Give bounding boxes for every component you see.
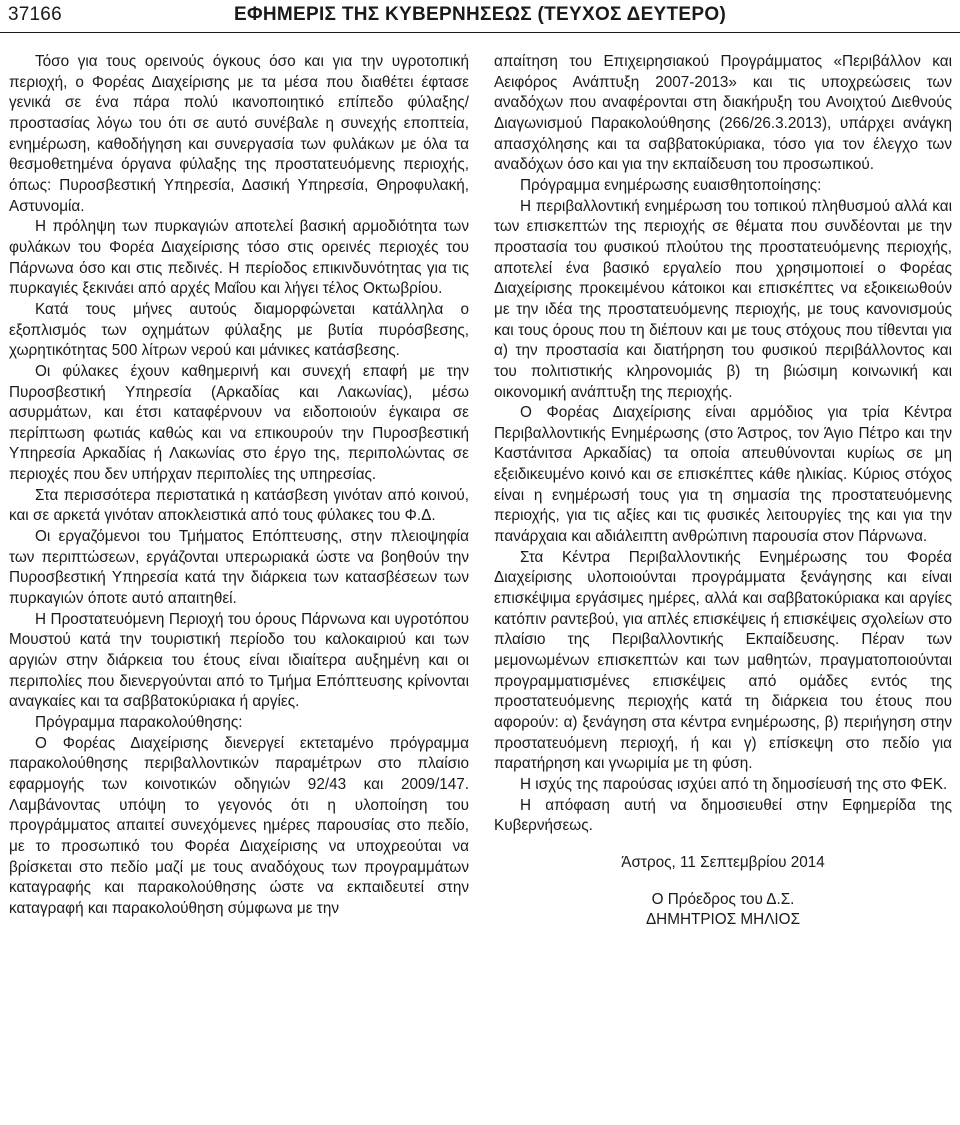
paragraph: Ο Φορέας Διαχείρισης είναι αρμόδιος για τρία Κέντρα Περιβαλλοντικής Ενημέρωσης (στο Άστρος, τον Άγιο Πέτρο και την Καστάνιτσα Αρκαδίας) τα οποία απευθύνονται κυρίως σε μη εξειδικευμένο κοινό και σε επισκέπτες κάθε ηλικίας. Κύριος στόχος είναι η ενημέρωσή τους για τη σημασία της προστατευόμενης περιοχής, για τις αξίες και τις φυσικές λειτουργίες της και για την πανάρχαια και αδιάλειπτη ανθρώπινη παρουσία στον Πάρνωνα. xyxy=(494,404,952,546)
paragraph: Ο Φορέας Διαχείρισης διενεργεί εκτεταμένο πρόγραμμα παρακολούθησης περιβαλλοντικών παραμέτρων στο πλαίσιο εφαρμογής των κοινοτικών οδηγιών 92/43 και 2009/147. Λαμβάνοντας υπόψη το γεγονός ότι η υλοποίηση του προγράμματος απαιτεί συνεχόμενες ημέρες παρουσίας στο πεδίο, με το προσωπικό του Φορέα Διαχείρισης να υποχρεούται να βρίσκεται στο πεδίο μαζί με τους αναδόχους των προγραμμάτων καταγραφής και παρακολούθησης ώστε να εκπαιδευτεί στην καταγραφή και παρακολούθηση σύμφωνα με την xyxy=(9,734,469,917)
signature-title: Ο Πρόεδρος του Δ.Σ. xyxy=(651,890,795,908)
page-header xyxy=(0,0,960,38)
paragraph: Η πρόληψη των πυρκαγιών αποτελεί βασική αρμοδιότητα των φυλάκων του Φορέα Διαχείρισης τόσο στις ορεινές περιοχές του Πάρνωνα όσο και στις πεδινές. Η περίοδος επικινδυνότητας για τις πυρκαγιές ξεκινάει από αρχές Μαΐου και λήγει τέλος Οκτωβρίου. xyxy=(9,218,469,298)
paragraph: Στα περισσότερα περιστατικά η κατάσβεση γινόταν από κοινού, και σε αρκετά γινόταν αποκλειστικά από τους φύλακες του Φ.Δ. xyxy=(9,486,469,525)
paragraph: Οι εργαζόμενοι του Τμήματος Επόπτευσης, στην πλειοψηφία των περιπτώσεων, εργάζονται υπερωριακά ώστε να βοηθούν την Πυροσβεστική Υπηρεσία κατά την διάρκεια των κατασβέσεων των πυρκαγιών όποτε αυτό απαιτηθεί. xyxy=(9,528,469,608)
paragraph: Η περιβαλλοντική ενημέρωση του τοπικού πληθυσμού αλλά και των επισκεπτών της περιοχής σε θέματα που συνδέονται με την προστασία του φυσικού πλούτου της προστατευόμενης περιοχής, αποτελεί ένα βασικό εργαλείο που χρησιμοποιεί ο Φορέας Διαχείρισης προκειμένου κάτοικοι και επισκέπτες να εξοικειωθούν με την ιδέα της προστατευόμενης περιοχής, με τους κανονισμούς και τους όρους που τη διέπουν και με τους στόχους που τίθενται για α) την προστασία και διατήρηση του φυσικού περιβάλλοντος και του πολιτιστικής κληρονομιάς β) τη βιώσιμη κοινωνική και οικονομική ανάπτυξη της περιοχής. xyxy=(494,197,952,401)
signature-name: ΔΗΜΗΤΡΙΟΣ ΜΗΛΙΟΣ xyxy=(645,911,801,929)
page-number: 37166 xyxy=(8,4,62,25)
section-heading: Πρόγραμμα παρακολούθησης: xyxy=(35,714,243,731)
paragraph: Κατά τους μήνες αυτούς διαμορφώνεται κατάλληλα ο εξοπλισμός των οχημάτων φύλαξης με βυτία πυρόσβεσης, χωρητικότητας 500 λίτρων νερού και μάνικες κατάσβεσης. xyxy=(9,300,469,360)
left-column xyxy=(9,52,469,920)
paragraph-continued: απαίτηση του Επιχειρησιακού Προγράμματος «Περιβάλλον και Αειφόρος Ανάπτυξη 2007-2013» και τις υποχρεώσεις των αναδόχων που αναφέρονται στη διακήρυξη του Ανοιχτού Διεθνούς Διαγωνισμού Παρακολούθησης (266/26.3.2013), υπάρχει ανάγκη απασχόλησης και τα σαββατοκύριακα, τόσο για τον έλεγχο των αναδόχων όσο και για την εκπαίδευση του προσωπικού. xyxy=(494,53,952,174)
paragraph: Η απόφαση αυτή να δημοσιευθεί στην Εφημερίδα της Κυβερνήσεως. xyxy=(494,796,952,835)
header-rule xyxy=(0,32,960,33)
paragraph: Οι φύλακες έχουν καθημερινή και συνεχή επαφή με την Πυροσβεστική Υπηρεσία (Αρκαδίας και Λακωνίας), μέσω ασυρμάτων, και έτσι καταφέρνουν να ειδοποιούν έγκαιρα σε περίπτωση φωτιάς καθώς και να επικουρούν την Πυροσβεστική Υπηρεσία Αρκαδίας ή Λακωνίας στο έργο της, περιπολώντας σε περιοχές που δεν υπήρχαν περιπολίες της υπηρεσίας. xyxy=(9,362,469,484)
paragraph: Η Προστατευόμενη Περιοχή του όρους Πάρνωνα και υγροτόπου Μουστού κατά την τουριστική περίοδο του καλοκαιριού και των αργιών στην διάρκεια του έτους είναι ιδιαίτερα αυξημένη και οι περιπολίες που διενεργούνται από το Τμήμα Επόπτευσης κρίνονται αναγκαίες και τα σαββατοκύριακα ή αργίες. xyxy=(9,610,469,711)
section-heading: Πρόγραμμα ενημέρωσης ευαισθητοποίησης: xyxy=(520,176,822,194)
paragraph: Στα Κέντρα Περιβαλλοντικής Ενημέρωσης του Φορέα Διαχείρισης υλοποιούνται προγράμματα ξενάγησης και είναι επισκέψιμα εργάσιμες ημέρες, αλλά και σαββατοκύριακα και αργίες κατόπιν ραντεβού, για απλές επισκέψεις ή επισκέψεις σχολείων στο πλαίσιο της Περιβαλλοντικής Εκπαίδευσης. Πέραν των μεμονωμένων επισκεπτών και των μαθητών, πραγματοποιούνται προγραμματισμένες επισκέψεις από ομάδες εντός της προστατευόμενης περιοχής κατά τη διάρκεια του έτους που αφορούν: α) ξενάγηση στα κέντρα ενημέρωσης, β) περιήγηση στην προστατευόμενη περιοχή, ή και γ) επίσκεψη στο πεδίο για παρατήρηση και γνωριμία με τη φύση. xyxy=(494,548,952,773)
right-column xyxy=(494,52,952,931)
gazette-title: ΕΦΗΜΕΡΙΣ ΤΗΣ ΚΥΒΕΡΝΗΣΕΩΣ (ΤΕΥΧΟΣ ΔΕΥΤΕΡΟ) xyxy=(234,4,727,25)
signature-place-date: Άστρος, 11 Σεπτεμβρίου 2014 xyxy=(621,853,825,871)
paragraph: Η ισχύς της παρούσας ισχύει από τη δημοσίευσή της στο ΦΕΚ. xyxy=(520,775,948,793)
paragraph: Τόσο για τους ορεινούς όγκους όσο και για την υγροτοπική περιοχή, ο Φορέας Διαχείρισης με τα μέσα που διαθέτει έφτασε γενικά σε ένα πάρα πολύ ικανοποιητικό επίπεδο φύλαξης/προστασίας λόγω του ότι σε αυτό συνέβαλε η συνεχής εποπτεία, ενημέρωση, καθοδήγηση και συνεργασία των φυλάκων με όλα τα θεσμοθετημένα όργανα φύλαξης της προστατευόμενης περιοχής, όπως: Πυροσβεστική Υπηρεσία, Δασική Υπηρεσία, Θηροφυλακή, Αστυνομία. xyxy=(9,53,469,215)
